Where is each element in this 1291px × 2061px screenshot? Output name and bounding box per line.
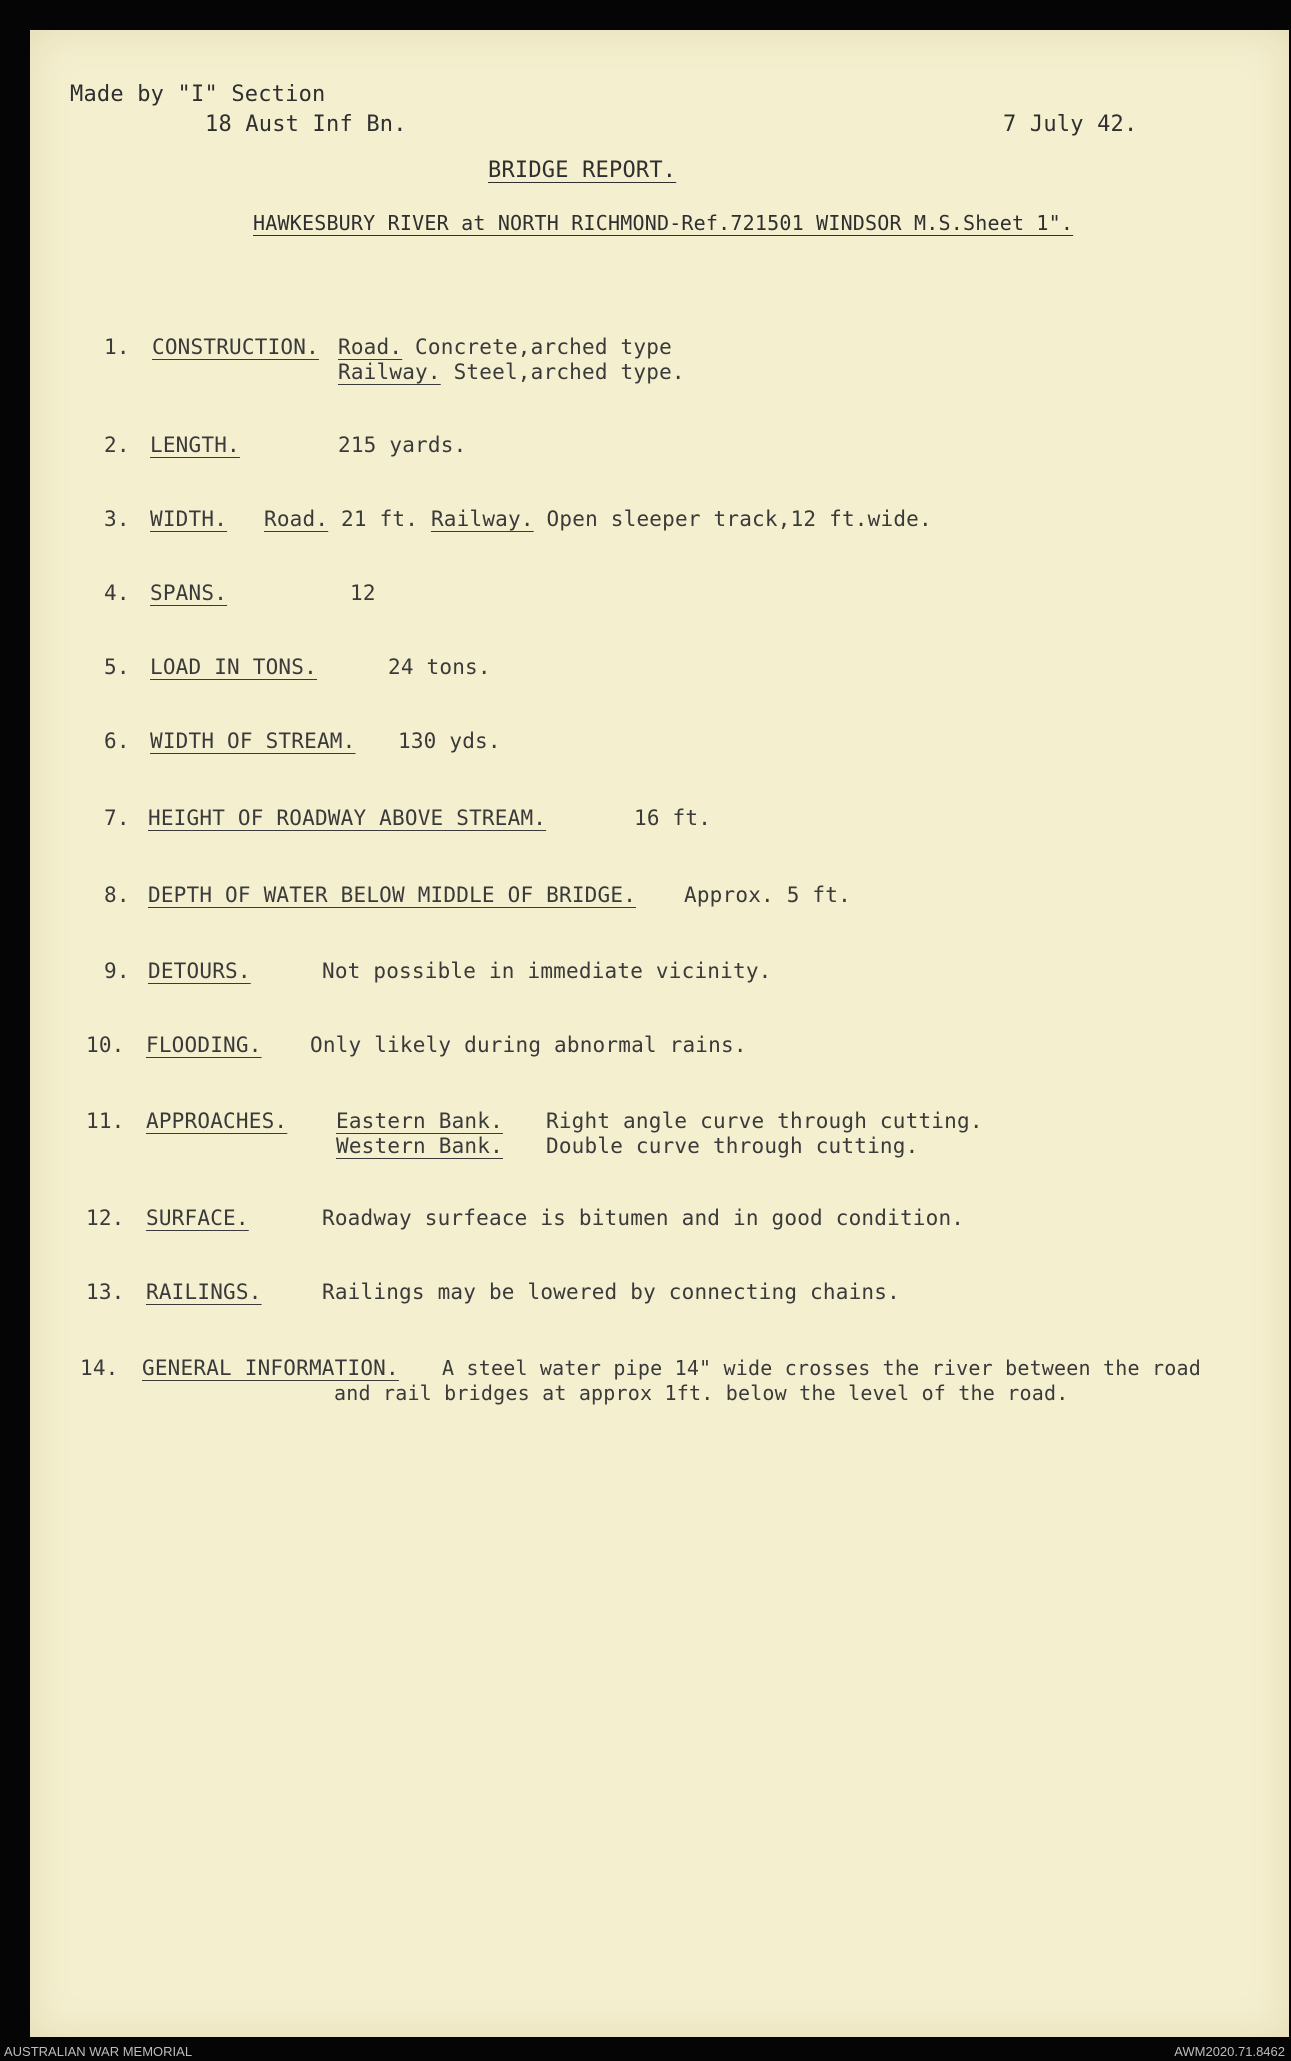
eastern-bank-label: Eastern Bank.: [336, 1109, 503, 1133]
item-number-10: 10.: [86, 1033, 125, 1057]
item-number-9: 9.: [104, 959, 130, 983]
item-label-detours: DETOURS.: [148, 959, 251, 983]
item-label-height-of-roadway: HEIGHT OF ROADWAY ABOVE STREAM.: [148, 806, 547, 830]
eastern-bank-value: Right angle curve through cutting.: [546, 1109, 983, 1133]
western-bank-value: Double curve through cutting.: [546, 1134, 919, 1158]
report-subtitle: HAWKESBURY RIVER at NORTH RICHMOND-Ref.721501 WINDSOR M.S.Sheet 1".: [253, 211, 1074, 235]
report-date: 7 July 42.: [1003, 112, 1138, 137]
item-value-detours: Not possible in immediate vicinity.: [322, 959, 772, 983]
item-number-13: 13.: [86, 1280, 125, 1304]
general-information-line-2: and rail bridges at approx 1ft. below the level of the road.: [334, 1381, 1069, 1405]
item-number-12: 12.: [86, 1206, 125, 1230]
footer-institution: AUSTRALIAN WAR MEMORIAL: [4, 2044, 193, 2059]
item-value-length: 215 yards.: [338, 433, 467, 457]
item-value-spans: 12: [350, 581, 376, 605]
western-bank-label: Western Bank.: [336, 1134, 503, 1158]
item-label-width: WIDTH.: [150, 507, 228, 531]
item-label-general-information: GENERAL INFORMATION.: [142, 1356, 399, 1380]
item-number-1: 1.: [104, 335, 130, 359]
item-value-surface: Roadway surfeace is bitumen and in good condition.: [322, 1206, 965, 1230]
item-label-length: LENGTH.: [150, 433, 240, 457]
construction-road: Road. Concrete,arched type: [338, 335, 672, 359]
item-value-depth-of-water: Approx. 5 ft.: [684, 883, 851, 907]
report-title: BRIDGE REPORT.: [488, 158, 677, 183]
item-value-load-in-tons: 24 tons.: [388, 655, 491, 679]
item-number-3: 3.: [104, 507, 130, 531]
item-label-flooding: FLOODING.: [146, 1033, 262, 1057]
general-information-line-1: A steel water pipe 14" wide crosses the river between the road: [442, 1356, 1201, 1380]
item-value-width: Road. 21 ft. Railway. Open sleeper track,12 ft.wide.: [264, 507, 932, 531]
item-label-load-in-tons: LOAD IN TONS.: [150, 655, 317, 679]
item-value-height-of-roadway: 16 ft.: [634, 806, 712, 830]
footer-accession-number: AWM2020.71.8462: [1174, 2044, 1285, 2059]
item-label-width-of-stream: WIDTH OF STREAM.: [150, 729, 356, 753]
item-label-surface: SURFACE.: [146, 1206, 249, 1230]
item-value-width-of-stream: 130 yds.: [398, 729, 501, 753]
item-value-railings: Railings may be lowered by connecting chains.: [322, 1280, 900, 1304]
item-number-4: 4.: [104, 581, 130, 605]
item-number-7: 7.: [104, 806, 130, 830]
item-label-construction: CONSTRUCTION.: [152, 335, 319, 359]
item-label-depth-of-water: DEPTH OF WATER BELOW MIDDLE OF BRIDGE.: [148, 883, 637, 907]
item-number-5: 5.: [104, 655, 130, 679]
item-label-approaches: APPROACHES.: [146, 1109, 288, 1133]
item-label-spans: SPANS.: [150, 581, 228, 605]
item-number-11: 11.: [86, 1109, 125, 1133]
item-number-8: 8.: [104, 883, 130, 907]
construction-railway: Railway. Steel,arched type.: [338, 360, 685, 384]
item-number-6: 6.: [104, 729, 130, 753]
made-by-line-1: Made by "I" Section: [70, 82, 326, 107]
item-number-2: 2.: [104, 433, 130, 457]
item-label-railings: RAILINGS.: [146, 1280, 262, 1304]
item-number-14: 14.: [80, 1356, 119, 1380]
item-value-flooding: Only likely during abnormal rains.: [310, 1033, 747, 1057]
made-by-line-2: 18 Aust Inf Bn.: [205, 112, 407, 137]
